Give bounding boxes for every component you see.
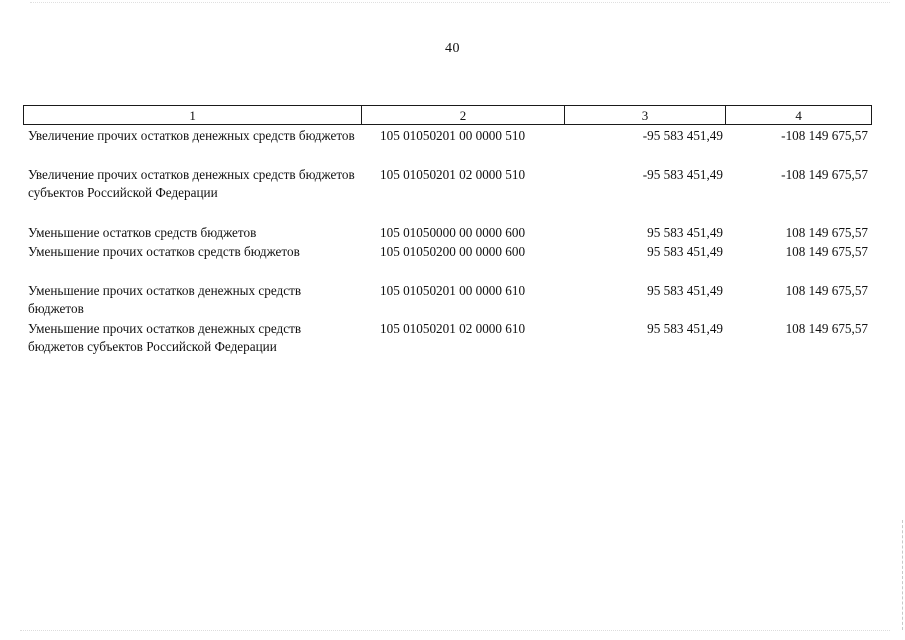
row-code: 105 01050201 00 0000 510 (380, 128, 526, 143)
row-value-4: 108 149 675,57 (785, 225, 868, 240)
row-value-3: 95 583 451,49 (647, 225, 723, 240)
row-name: Уменьшение прочих остатков денежных средств бюджетов (28, 283, 302, 316)
row-value-3: -95 583 451,49 (642, 167, 723, 182)
row-value-4: -108 149 675,57 (781, 128, 868, 143)
scan-artifact-bottom (20, 630, 890, 637)
header-cell-2: 2 (362, 106, 565, 124)
row-code: 105 01050201 00 0000 610 (380, 283, 526, 298)
row-name: Уменьшение прочих остатков денежных средств бюджетов субъектов Российской Федерации (28, 321, 302, 354)
row-code: 105 01050201 02 0000 510 (380, 167, 526, 182)
scan-artifact-top (30, 2, 890, 9)
row-name: Увеличение прочих остатков денежных средств бюджетов субъектов Российской Федерации (28, 167, 355, 200)
row-code: 105 01050201 02 0000 610 (380, 321, 526, 336)
row-name: Уменьшение прочих остатков средств бюджетов (28, 244, 300, 259)
row-value-4: -108 149 675,57 (781, 167, 868, 182)
header-cell-3: 3 (565, 106, 727, 124)
row-value-4: 108 149 675,57 (785, 244, 868, 259)
row-value-4: 108 149 675,57 (785, 283, 868, 298)
row-value-3: 95 583 451,49 (647, 283, 723, 298)
table-header-row (23, 105, 872, 125)
header-cell-1: 1 (24, 106, 362, 124)
row-name: Увеличение прочих остатков денежных средств бюджетов (28, 128, 355, 143)
row-code: 105 01050200 00 0000 600 (380, 244, 526, 259)
row-value-3: 95 583 451,49 (647, 244, 723, 259)
header-cell-4: 4 (795, 108, 802, 123)
row-name: Уменьшение остатков средств бюджетов (28, 225, 257, 240)
row-value-4: 108 149 675,57 (785, 321, 868, 336)
row-value-3: -95 583 451,49 (642, 128, 723, 143)
row-value-3: 95 583 451,49 (647, 321, 723, 336)
row-code: 105 01050000 00 0000 600 (380, 225, 526, 240)
scan-artifact-right (902, 520, 904, 630)
page-number: 40 (445, 41, 460, 56)
